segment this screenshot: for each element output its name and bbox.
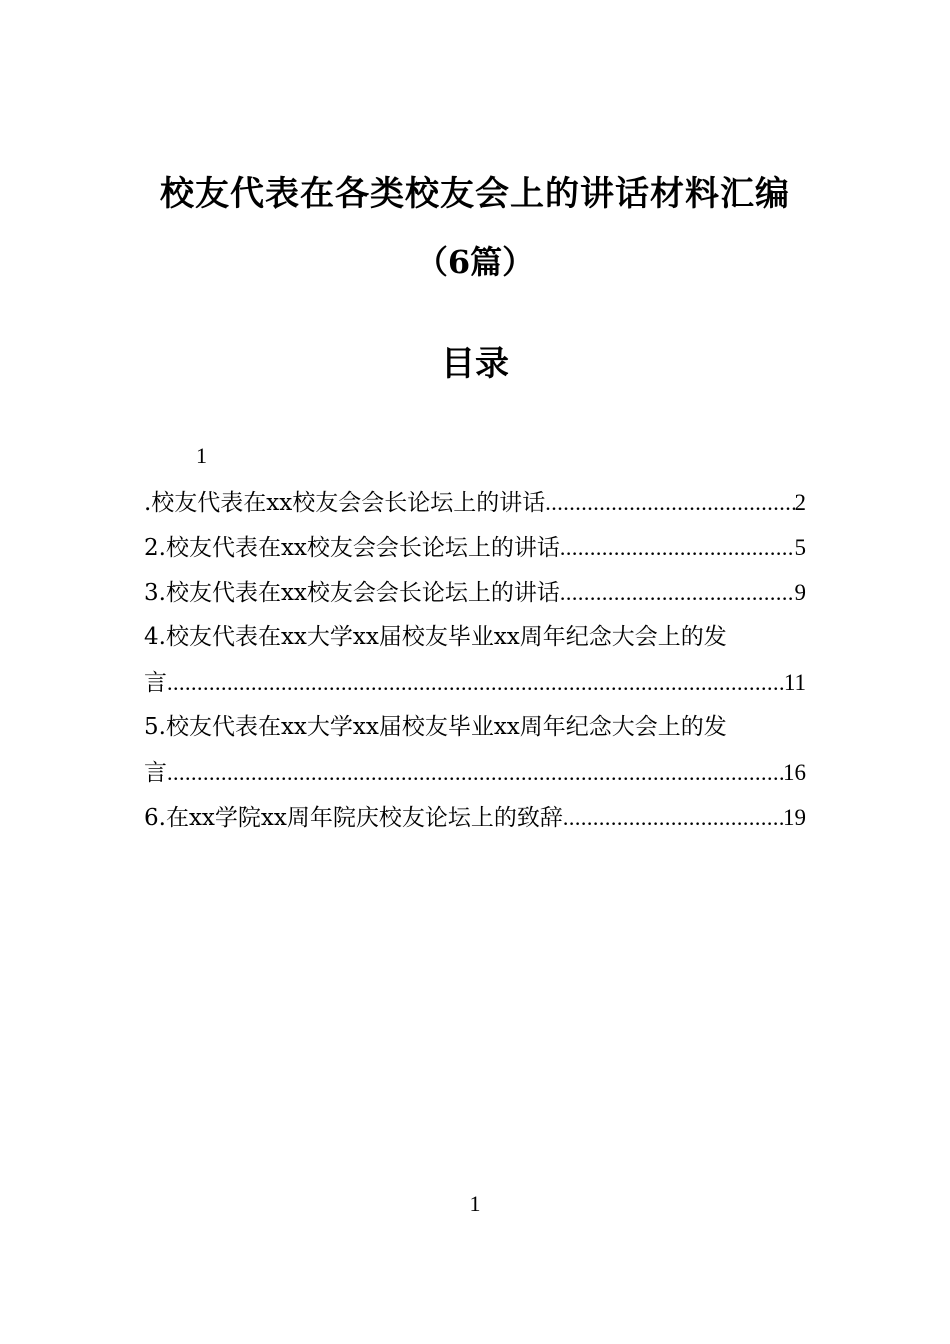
- toc-marker: 1: [196, 443, 207, 468]
- toc-entry-text: 3.校友代表在xx校友会会长论坛上的讲话: [144, 580, 560, 606]
- toc-entry-page: 11: [783, 670, 806, 695]
- toc-leader-dots: [167, 660, 784, 705]
- toc-entry-text: .校友代表在xx校友会会长论坛上的讲话: [144, 490, 546, 516]
- toc-entry-continuation: 言: [144, 760, 167, 786]
- toc-leader-dots: [545, 480, 794, 525]
- toc-leader-dots: [560, 570, 795, 615]
- toc-entry-text: 6.在xx学院xx周年院庆校友论坛上的致辞: [144, 805, 563, 831]
- toc-entry-1[interactable]: [144, 480, 806, 525]
- toc-heading: 目录: [441, 344, 509, 384]
- toc-entry-4-continuation[interactable]: [144, 660, 806, 705]
- toc-entry-5[interactable]: [144, 705, 806, 750]
- toc-leader-dots: [560, 525, 795, 570]
- page-number: 1: [469, 1191, 481, 1216]
- toc-entry-page: 9: [794, 580, 806, 605]
- toc-entry-6[interactable]: [144, 795, 806, 840]
- toc-entry-5-continuation[interactable]: [144, 750, 806, 795]
- toc-entry-continuation: 言: [144, 670, 167, 696]
- toc-entry-text: 2.校友代表在xx校友会会长论坛上的讲话: [144, 535, 560, 561]
- toc-entry-page: 2: [794, 490, 806, 515]
- toc-entry-4[interactable]: [144, 615, 806, 660]
- toc-entry-3[interactable]: [144, 570, 806, 615]
- toc-entry-2[interactable]: [144, 525, 806, 570]
- toc-entry-text: 4.校友代表在xx大学xx届校友毕业xx周年纪念大会上的发: [144, 624, 727, 650]
- table-of-contents: [144, 480, 806, 840]
- toc-entry-page: 19: [783, 805, 806, 830]
- toc-leader-dots: [167, 750, 783, 795]
- toc-entry-page: 16: [783, 760, 806, 785]
- toc-leader-dots: [563, 795, 783, 840]
- toc-entry-text: 5.校友代表在xx大学xx届校友毕业xx周年纪念大会上的发: [144, 714, 727, 740]
- toc-entry-page: 5: [794, 535, 806, 560]
- document-title: 校友代表在各类校友会上的讲话材料汇编: [160, 174, 790, 214]
- document-subtitle: （6篇）: [415, 243, 535, 281]
